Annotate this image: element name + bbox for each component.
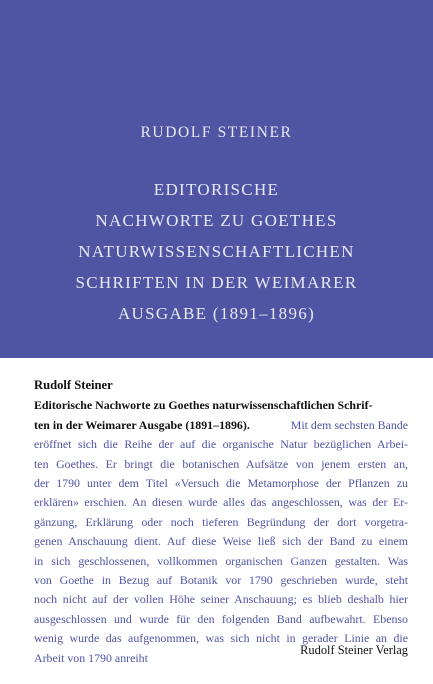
blurb-line [34,416,408,435]
blurb-text: noch nicht auf der vollen Höhe seiner Anschauung; es blieb deshalb hier [34,592,408,607]
cover-title-line: EDITORISCHE [153,180,280,199]
cover-title-line: SCHRIFTEN IN DER WEIMARER [75,273,358,292]
blurb-line [34,532,408,551]
blurb [34,376,408,668]
cover-title-line: AUSGABE (1891–1896) [117,304,316,323]
blurb-line [34,513,408,532]
blurb-text: genen Anschauung dient. Auf diese Weise ließ sich der Band zu einem [34,534,408,549]
cover-title-line: NATURWISSENSCHAFTLICHEN [78,242,355,261]
cover-title [0,174,433,329]
blurb-title-line [34,396,408,415]
blurb-title-2: ten in der Weimarer Ausgabe (1891–1896). [34,417,250,432]
blurb-author: Rudolf Steiner [34,378,113,392]
blurb-text: erklären» erschien. An diesen wurde alles das angeschlossen, was der Er- [34,495,408,510]
cover-title-line: NACHWORTE ZU GOETHES [95,211,338,230]
cover-author: RUDOLF STEINER [140,124,293,141]
blurb-line [34,571,408,590]
blurb-text: ausgeschlossen und wurde für den folgenden Band aufbewahrt. Ebenso [34,611,408,626]
blurb-title-1: Editorische Nachworte zu Goethes naturwissenschaftlichen Schrif- [34,398,373,413]
blurb-line [34,474,408,493]
blurb-line [34,610,408,629]
blurb-text: ten Goethes. Er bringt die botanischen Aufsätze von jenem ersten an, [34,456,408,471]
publisher: Rudolf Steiner Verlag [300,643,408,657]
blurb-text: in sich geschlossenen, vollkommen organischen Ganzen gestalten. Was [34,553,408,568]
blurb-text: Arbeit von 1790 anreiht [34,650,148,665]
blurb-text: gänzung, Erklärung oder noch tieferen Begründung der dort vorgetra- [34,514,408,529]
blurb-line [34,590,408,609]
blurb-line [34,435,408,454]
blurb-text: von Goethe in Bezug auf Botanik vor 1790 geschrieben wurde, steht [34,573,408,588]
blurb-text: der 1790 unter dem Titel «Versuch die Metamorphose der Pflanzen zu [34,476,408,491]
blurb-line [34,455,408,474]
blurb-text: wenig wurde das aufgenommen, was sich nicht in gerader Linie an die [34,631,408,646]
blurb-text: Mit dem sechsten Bande [290,417,408,432]
blurb-line [34,552,408,571]
blurb-line [34,493,408,512]
blurb-text: eröffnet sich die Reihe der auf die organische Natur bezüglichen Arbei- [34,437,408,452]
